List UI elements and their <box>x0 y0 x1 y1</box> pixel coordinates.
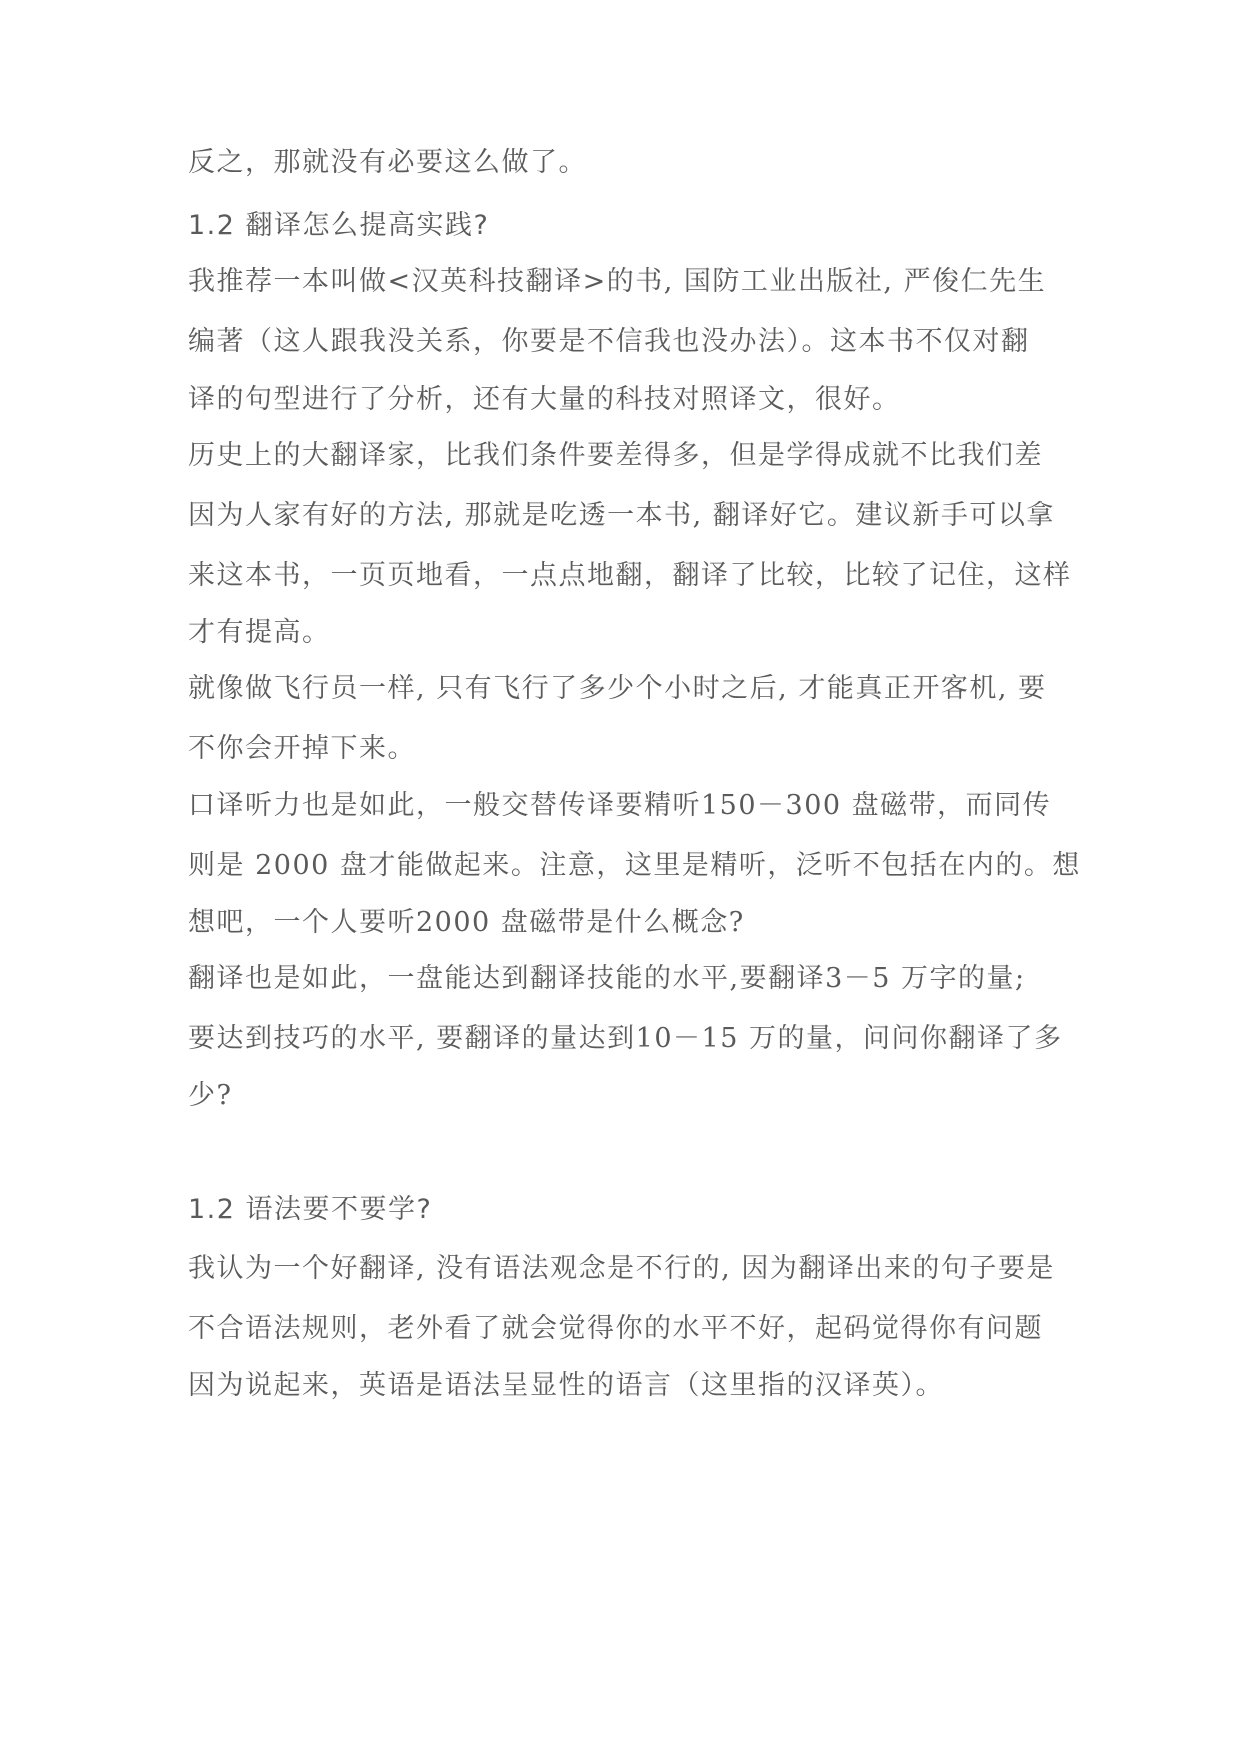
paragraph-line: 才有提高。 <box>188 617 331 648</box>
paragraph-line: 来这本书，一页页地看，一点点地翻，翻译了比较，比较了记住，这样 <box>188 560 1072 591</box>
paragraph-line: 因为人家有好的方法, 那就是吃透一本书, 翻译好它。建议新手可以拿 <box>188 500 1055 531</box>
paragraph-line: 编著（这人跟我没关系，你要是不信我也没办法）。这本书不仅对翻 <box>188 326 1030 357</box>
paragraph-line: 想吧，一个人要听2000 盘磁带是什么概念? <box>188 907 745 938</box>
paragraph-line: 历史上的大翻译家，比我们条件要差得多，但是学得成就不比我们差 <box>188 440 1043 471</box>
paragraph-line: 少? <box>188 1080 233 1111</box>
section-heading: 1.2 语法要不要学? <box>188 1194 433 1225</box>
paragraph-line: 我认为一个好翻译, 没有语法观念是不行的, 因为翻译出来的句子要是 <box>188 1253 1055 1284</box>
paragraph-line: 则是 2000 盘才能做起来。注意，这里是精听，泛听不包括在内的。想 <box>188 850 1081 881</box>
paragraph-line: 我推荐一本叫做<汉英科技翻译>的书, 国防工业出版社, 严俊仁先生 <box>188 266 1047 297</box>
paragraph-line: 因为说起来，英语是语法呈显性的语言（这里指的汉译英）。 <box>188 1370 944 1401</box>
paragraph-line: 口译听力也是如此，一般交替传译要精听150－300 盘磁带，而同传 <box>188 790 1052 821</box>
paragraph-line: 翻译也是如此，一盘能达到翻译技能的水平,要翻译3－5 万字的量; <box>188 963 1026 994</box>
paragraph-line: 要达到技巧的水平, 要翻译的量达到10－15 万的量，问问你翻译了多 <box>188 1023 1063 1054</box>
paragraph-line: 不你会开掉下来。 <box>188 733 416 764</box>
paragraph-line: 不合语法规则，老外看了就会觉得你的水平不好，起码觉得你有问题 <box>188 1313 1043 1344</box>
paragraph-line: 反之，那就没有必要这么做了。 <box>188 147 587 178</box>
paragraph-line: 就像做飞行员一样, 只有飞行了多少个小时之后, 才能真正开客机, 要 <box>188 673 1047 704</box>
section-heading: 1.2 翻译怎么提高实践? <box>188 210 490 241</box>
paragraph-line: 译的句型进行了分析，还有大量的科技对照译文，很好。 <box>188 384 901 415</box>
